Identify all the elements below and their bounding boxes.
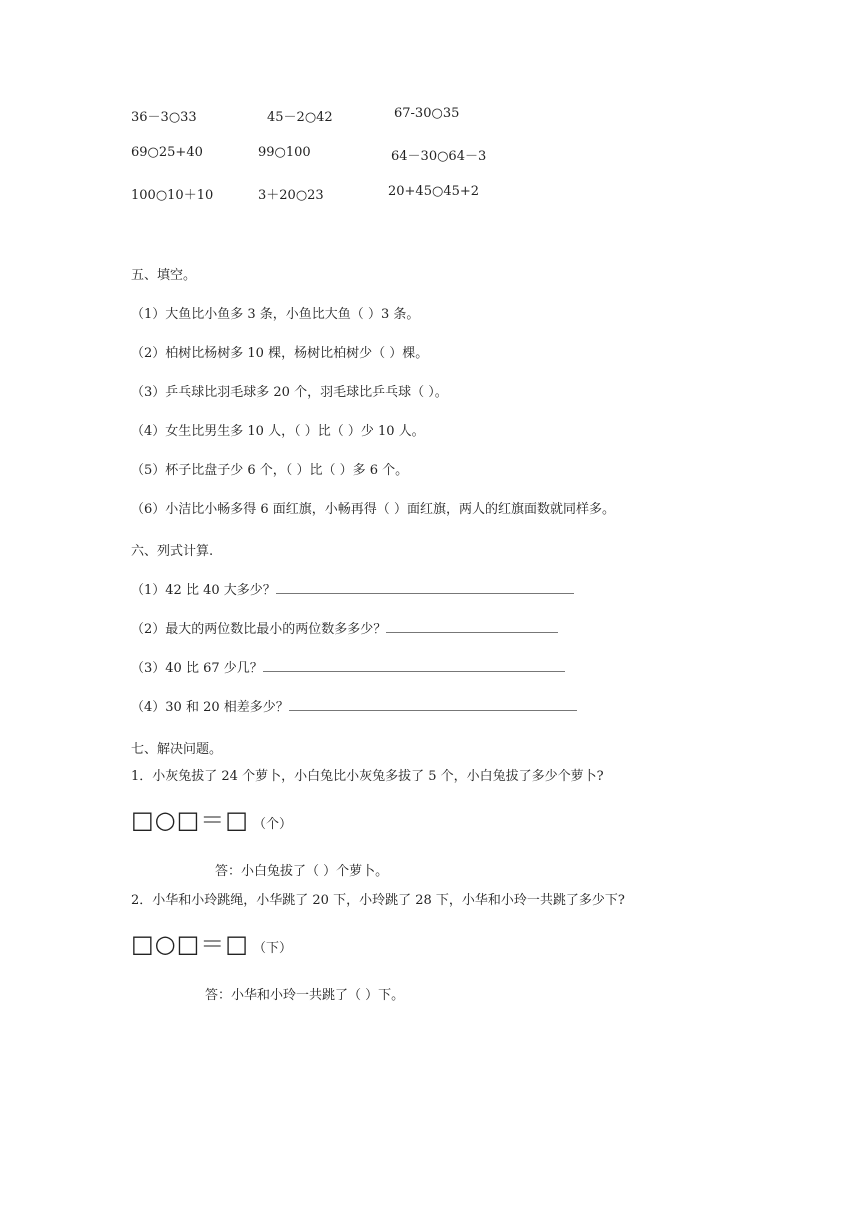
section7-question-1: 1．小灰兔拔了 24 个萝卜，小白兔比小灰兔多拔了 5 个，小白兔拔了多少个萝卜? (131, 769, 604, 784)
compare-r3-c2: 3＋20○23 (258, 188, 324, 203)
equation-boxes-2[interactable]: □○□＝□ (131, 930, 249, 958)
compare-r3-c3: 20+45○45+2 (388, 184, 480, 199)
section6-item-3 (131, 657, 565, 676)
section6-item-1 (131, 579, 574, 598)
section5-item-2: （2）柏树比杨树多 10 棵，杨树比柏树少（ ）棵。 (131, 346, 429, 361)
compare-r1-c1: 36－3○33 (131, 110, 197, 125)
section5-item-4: （4）女生比男生多 10 人，（ ）比（ ）少 10 人。 (131, 424, 425, 439)
answer-2: 答：小华和小玲一共跳了（ ）下。 (205, 988, 405, 1003)
section6-item-2 (131, 618, 558, 637)
section6-title: 六、列式计算. (131, 544, 214, 559)
section5-item-3: （3）乒乓球比羽毛球多 20 个，羽毛球比乒乓球（ ）。 (131, 385, 448, 400)
section6-item-2-text: （2）最大的两位数比最小的两位数多多少？ (131, 622, 387, 637)
equation-row-2 (131, 932, 292, 956)
section7-question-2: 2．小华和小玲跳绳，小华跳了 20 下，小玲跳了 28 下，小华和小玲一共跳了多少下? (131, 893, 625, 908)
compare-r3-c1: 100○10＋10 (131, 188, 214, 203)
answer-line[interactable] (263, 670, 565, 672)
unit-label-1: （个） (252, 817, 292, 832)
answer-line[interactable] (289, 709, 577, 711)
answer-line[interactable] (276, 592, 574, 594)
equation-row-1 (131, 808, 292, 832)
section5-item-6: （6）小洁比小畅多得 6 面红旗，小畅再得（ ）面红旗，两人的红旗面数就同样多。 (131, 502, 615, 517)
equation-boxes-1[interactable]: □○□＝□ (131, 806, 249, 834)
section6-item-1-text: （1）42 比 40 大多少？ (131, 583, 276, 598)
section6-item-4-text: （4）30 和 20 相差多少？ (131, 700, 289, 715)
answer-1: 答：小白兔拔了（ ）个萝卜。 (215, 864, 389, 879)
unit-label-2: （下） (252, 941, 292, 956)
compare-r1-c3: 67-30○35 (394, 106, 460, 121)
compare-r2-c2: 99○100 (258, 145, 311, 160)
compare-r2-c1: 69○25+40 (131, 145, 203, 160)
compare-r2-c3: 64－30○64－3 (391, 149, 487, 164)
section6-item-3-text: （3）40 比 67 少几？ (131, 661, 263, 676)
section5-item-1: （1）大鱼比小鱼多 3 条，小鱼比大鱼（ ）3 条。 (131, 307, 420, 322)
section5-title: 五、填空。 (131, 268, 197, 283)
answer-line[interactable] (386, 631, 558, 633)
section7-title: 七、解决问题。 (131, 742, 223, 757)
compare-r1-c2: 45－2○42 (267, 110, 333, 125)
section5-item-5: （5）杯子比盘子少 6 个，（ ）比（ ）多 6 个。 (131, 463, 409, 478)
section6-item-4 (131, 696, 577, 715)
